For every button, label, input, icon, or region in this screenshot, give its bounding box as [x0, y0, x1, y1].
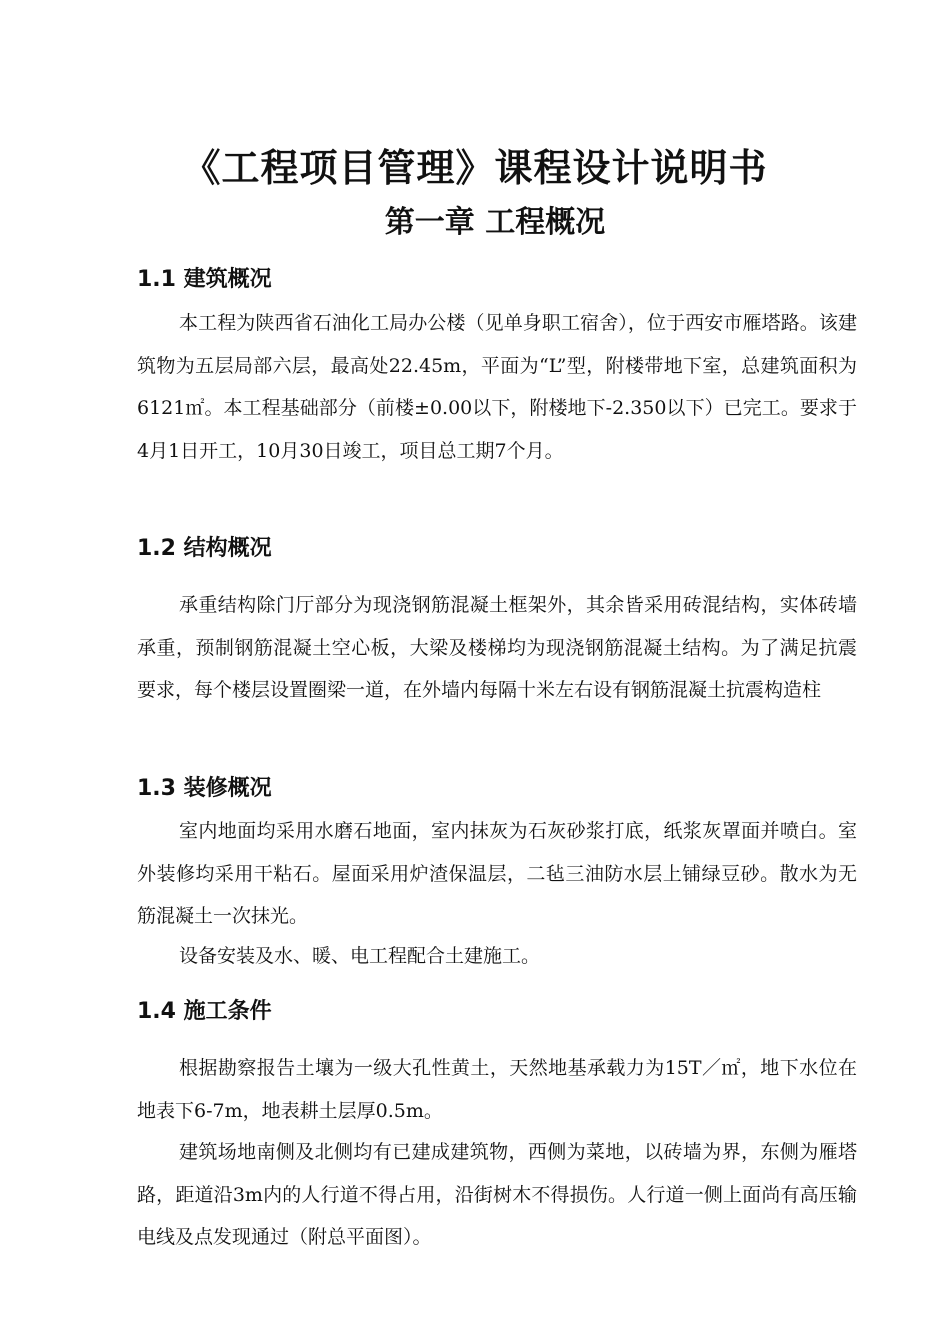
- section-1-3-paragraph-1: 室内地面均采用水磨石地面，室内抹灰为石灰砂浆打底，纸浆灰罩面并喷白。室外装修均采用干粘石。屋面采用炉渣保温层，二毡三油防水层上铺绿豆砂。散水为无筋混凝土一次抹光。: [137, 820, 857, 927]
- section-1-3-paragraph-2: 设备安装及水、暖、电工程配合土建施工。: [179, 945, 541, 967]
- section-heading-1-4: 1.4 施工条件: [137, 999, 272, 1024]
- section-1-1-paragraph: 本工程为陕西省石油化工局办公楼（见单身职工宿舍），位于西安市雁塔路。该建筑物为五层局部六层，最高处22.45m，平面为“L”型，附楼带地下室，总建筑面积为6121㎡。本工程基础部分（前楼±0.00以下，附楼地下-2.350以下）已完工。要求于4月1日开工，10月30日竣工，项目总工期7个月。: [137, 312, 857, 462]
- document-title: 《工程项目管理》课程设计说明书: [182, 146, 768, 190]
- section-1-4-paragraph-2: 建筑场地南侧及北侧均有已建成建筑物，西侧为菜地，以砖墙为界，东侧为雁塔路，距道沿3m内的人行道不得占用，沿街树木不得损伤。人行道一侧上面尚有高压输电线及点发现通过（附总平面图）。: [137, 1141, 857, 1248]
- section-1-4-paragraph-1: 根据勘察报告土壤为一级大孔性黄土，天然地基承载力为15T／㎡，地下水位在地表下6-7m，地表耕土层厚0.5m。: [137, 1057, 857, 1122]
- section-1-2-paragraph: 承重结构除门厅部分为现浇钢筋混凝土框架外，其余皆采用砖混结构，实体砖墙承重，预制钢筋混凝土空心板，大梁及楼梯均为现浇钢筋混凝土结构。为了满足抗震要求，每个楼层设置圈梁一道，在外墙内每隔十米左右设有钢筋混凝土抗震构造柱: [137, 594, 857, 701]
- section-heading-1-2: 1.2 结构概况: [137, 536, 272, 561]
- section-heading-1-1: 1.1 建筑概况: [137, 267, 272, 292]
- chapter-title: 第一章 工程概况: [384, 205, 606, 240]
- section-heading-1-3: 1.3 装修概况: [137, 776, 272, 801]
